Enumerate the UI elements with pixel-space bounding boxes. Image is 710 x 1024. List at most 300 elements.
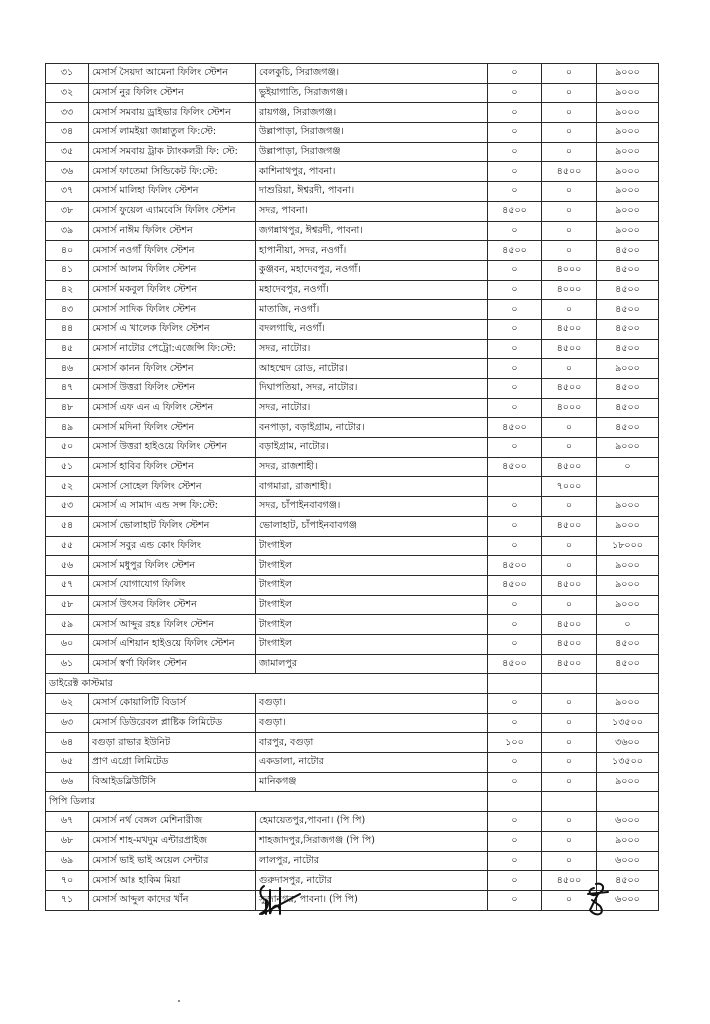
value-cell-3: ৯০০০ [597,595,659,615]
value-cell-1: ০ [488,831,542,851]
value-cell-1: ০ [488,516,542,536]
value-cell-3: ৬০০০ [597,812,659,832]
value-cell-1: ০ [488,595,542,615]
value-cell-2: ৪৫০০ [542,339,597,359]
value-cell-3: ১৮০০০ [597,536,659,556]
value-cell-2: ০ [542,890,597,910]
value-cell-3: ৪৫০০ [597,280,659,300]
value-cell-1: ০ [488,359,542,379]
address-cell: বারপুর, বগুড়া [256,733,488,753]
address-cell: সুজানগর, পাবনা। (পি পি) [256,890,488,910]
table-body [46,64,659,911]
serial-cell: ৪২ [46,280,89,300]
serial-cell: ৪৪ [46,319,89,339]
value-cell-2: ০ [542,694,597,714]
table-row [46,772,659,792]
address-cell: সদর, চাঁপাইনবাবগঞ্জ। [256,497,488,517]
address-cell: বদলগাছি, নওগাঁ। [256,319,488,339]
value-cell-2: ৪০০০ [542,260,597,280]
table-row [46,477,659,497]
address-cell: মাতাজি, নওগাঁ। [256,300,488,320]
value-cell-1: ০ [488,871,542,891]
serial-cell: ৩৩ [46,103,89,123]
serial-cell: ৬৩ [46,713,89,733]
value-cell-3: ৪৫০০ [597,871,659,891]
address-cell: জগন্নাথপুর, ঈশ্বরদী, পাবনা। [256,221,488,241]
value-cell-3: ৯০০০ [597,64,659,84]
name-cell: মেসার্স যোগাযোগ ফিলিং [89,575,256,595]
value-cell-2: ০ [542,64,597,84]
empty-cell [542,792,597,812]
value-cell-1: ০ [488,182,542,202]
value-cell-1: ০ [488,753,542,773]
name-cell: মেসার্স নাঈম ফিলিং স্টেশন [89,221,256,241]
empty-cell [542,674,597,694]
address-cell: কাশিনাথপুর, পাবনা। [256,162,488,182]
name-cell: মেসার্স ভোলাহাট ফিলিং স্টেশন [89,516,256,536]
value-cell-2: ৪৫০০ [542,516,597,536]
serial-cell: ৪০ [46,241,89,261]
table-row [46,536,659,556]
value-cell-1: ০ [488,497,542,517]
name-cell: মেসার্স উত্তরা ফিলিং স্টেশন [89,379,256,399]
section-label: পিপি ডিলার [46,792,488,812]
name-cell: মেসার্স ভাই ভাই অয়েল সেন্টার [89,851,256,871]
address-cell: মহাদেবপুর, নওগাঁ। [256,280,488,300]
value-cell-1: ০ [488,634,542,654]
value-cell-2: ০ [542,733,597,753]
name-cell: মেসার্স এ সামাদ এন্ড সন্স ফি:স্টে: [89,497,256,517]
address-cell: জামালপুর [256,654,488,674]
address-cell: বনপাড়া, বড়াইগ্রাম, নাটোর। [256,418,488,438]
value-cell-2: ০ [542,201,597,221]
serial-cell: ৬০ [46,634,89,654]
table-row [46,182,659,202]
serial-cell: ৪৭ [46,379,89,399]
table-row [46,379,659,399]
serial-cell: ৫৪ [46,516,89,536]
table-row [46,162,659,182]
table-row [46,319,659,339]
value-cell-2: ০ [542,438,597,458]
section-label: ডাইরেক্ট কাস্টমার [46,674,488,694]
value-cell-3: ৪৫০০ [597,300,659,320]
value-cell-3: ৩৬০০ [597,733,659,753]
value-cell-3: ৯০০০ [597,142,659,162]
name-cell: মেসার্স আব্দুর রহঃ ফিলিং স্টেশন [89,615,256,635]
value-cell-1: ০ [488,339,542,359]
value-cell-2: ০ [542,497,597,517]
name-cell: মেসার্স স্বর্ণা ফিলিং স্টেশন [89,654,256,674]
address-cell: দিঘাপতিয়া, সদর, নাটোর। [256,379,488,399]
empty-cell [597,792,659,812]
value-cell-2: ০ [542,359,597,379]
name-cell: মেসার্স আলম ফিলিং স্টেশন [89,260,256,280]
table-row [46,694,659,714]
value-cell-2: ০ [542,753,597,773]
name-cell: মেসার্স মালিহা ফিলিং স্টেশন [89,182,256,202]
value-cell-2: ৪৫০০ [542,615,597,635]
value-cell-3: ৯০০০ [597,123,659,143]
address-cell: বাগমারা, রাজশাহী। [256,477,488,497]
value-cell-1: ০ [488,812,542,832]
name-cell: মেসার্স আব্দুল কাদের খাঁন [89,890,256,910]
serial-cell: ৪৮ [46,398,89,418]
serial-cell: ৫৯ [46,615,89,635]
table-row [46,280,659,300]
serial-cell: ৭১ [46,890,89,910]
name-cell: মেসার্স সৈয়দা আমেনা ফিলিং স্টেশন [89,64,256,84]
value-cell-1: ৪৫০০ [488,201,542,221]
serial-cell: ৪৫ [46,339,89,359]
table-row [46,871,659,891]
serial-cell: ৩২ [46,83,89,103]
table-row [46,595,659,615]
name-cell: মেসার্স নর্থ বেঙ্গল মেশিনারীজ [89,812,256,832]
value-cell-1: ৪৫০০ [488,556,542,576]
name-cell: মেসার্স এশিয়ান হাইওয়ে ফিলিং স্টেশন [89,634,256,654]
value-cell-2: ০ [542,556,597,576]
value-cell-2: ০ [542,812,597,832]
value-cell-3: ১৩৫০০ [597,753,659,773]
table-row [46,516,659,536]
value-cell-3: ৯০০০ [597,103,659,123]
address-cell: ভুইয়াগাতি, সিরাজগঞ্জ। [256,83,488,103]
value-cell-1: ০ [488,694,542,714]
value-cell-1: ০ [488,123,542,143]
serial-cell: ৬১ [46,654,89,674]
value-cell-2: ৪৫০০ [542,654,597,674]
name-cell: মেসার্স শাহ-মখদুম এন্টারপ্রাইজ [89,831,256,851]
value-cell-2: ০ [542,713,597,733]
value-cell-2: ০ [542,595,597,615]
value-cell-3: ৪৫০০ [597,654,659,674]
value-cell-1: ০ [488,772,542,792]
section-row [46,792,659,812]
value-cell-3: ৯০০০ [597,516,659,536]
table-row [46,497,659,517]
table-row [46,339,659,359]
section-row [46,674,659,694]
table-row [46,457,659,477]
name-cell: প্রাণ এগ্রো লিমিটেড [89,753,256,773]
value-cell-3: ৯০০০ [597,83,659,103]
serial-cell: ৫৮ [46,595,89,615]
serial-cell: ৬৫ [46,753,89,773]
serial-cell: ৩৭ [46,182,89,202]
address-cell: দাশুরিয়া, ঈশ্বরদী, পাবনা। [256,182,488,202]
address-cell: টাংগাইল [256,536,488,556]
name-cell: বিআইডব্লিউটিসি [89,772,256,792]
name-cell: মেসার্স উৎসব ফিলিং স্টেশন [89,595,256,615]
value-cell-1 [488,477,542,497]
table-row [46,733,659,753]
table-row [46,851,659,871]
value-cell-2: ৪৫০০ [542,379,597,399]
value-cell-3: ৯০০০ [597,556,659,576]
value-cell-2: ০ [542,103,597,123]
table-row [46,221,659,241]
value-cell-2: ৪৫০০ [542,319,597,339]
serial-cell: ৫২ [46,477,89,497]
address-cell: কুঞ্জবন, মহাদেবপুর, নওগাঁ। [256,260,488,280]
name-cell: মেসার্স মধুপুর ফিলিং স্টেশন [89,556,256,576]
address-cell: টাংগাইল [256,595,488,615]
value-cell-2: ৪৫০০ [542,575,597,595]
value-cell-2: ৪৫০০ [542,457,597,477]
name-cell: মেসার্স মদিনা ফিলিং স্টেশন [89,418,256,438]
value-cell-1: ০ [488,438,542,458]
value-cell-1: ০ [488,300,542,320]
name-cell: মেসার্স উত্তরা হাইওয়ে ফিলিং স্টেশন [89,438,256,458]
name-cell: মেসার্স ফুয়েল এ্যামবেসি ফিলিং স্টেশন [89,201,256,221]
name-cell: মেসার্স লামইয়া জান্নাতুল ফি:স্টে: [89,123,256,143]
address-cell: উল্লাপাড়া, সিরাজগঞ্জ। [256,123,488,143]
value-cell-2: ০ [542,123,597,143]
value-cell-1: ০ [488,890,542,910]
table-row [46,634,659,654]
serial-cell: ৫১ [46,457,89,477]
value-cell-3: ৯০০০ [597,831,659,851]
empty-cell [597,674,659,694]
address-cell: উল্লাপাড়া, সিরাজগঞ্জ [256,142,488,162]
value-cell-1: ৪৫০০ [488,575,542,595]
address-cell: একডালা, নাটোর [256,753,488,773]
table-row [46,575,659,595]
address-cell: টাংগাইল [256,615,488,635]
name-cell: মেসার্স আঃ হাকিম মিয়া [89,871,256,891]
serial-cell: ৬৮ [46,831,89,851]
value-cell-2: ০ [542,772,597,792]
serial-cell: ৫৭ [46,575,89,595]
value-cell-1: ৪৫০০ [488,457,542,477]
value-cell-3: ৯০০০ [597,772,659,792]
name-cell: মেসার্স কোয়ালিটি বিডার্স [89,694,256,714]
value-cell-2: ৪৫০০ [542,162,597,182]
name-cell: মেসার্স হাবিব ফিলিং স্টেশন [89,457,256,477]
value-cell-2: ০ [542,300,597,320]
serial-cell: ৬৬ [46,772,89,792]
address-cell: সদর, পাবনা। [256,201,488,221]
table-row [46,831,659,851]
name-cell: মেসার্স সোহেল ফিলিং স্টেশন [89,477,256,497]
value-cell-3: ৬০০০ [597,890,659,910]
value-cell-3: ৯০০০ [597,694,659,714]
value-cell-3: ০ [597,457,659,477]
name-cell: মেসার্স মকবুল ফিলিং স্টেশন [89,280,256,300]
value-cell-1: ০ [488,142,542,162]
table-row [46,142,659,162]
address-cell: গুরুদাসপুর, নাটোর [256,871,488,891]
address-cell: টাংগাইল [256,634,488,654]
signature-right [582,880,612,920]
table-row [46,359,659,379]
table-row [46,398,659,418]
address-cell: হেমায়েতপুর,পাবনা। (পি পি) [256,812,488,832]
serial-cell: ৫৩ [46,497,89,517]
name-cell: মেসার্স সবুর এন্ড কোং ফিলিং [89,536,256,556]
value-cell-2: ০ [542,831,597,851]
empty-cell [488,792,542,812]
value-cell-2: ০ [542,418,597,438]
serial-cell: ৫০ [46,438,89,458]
value-cell-3: ৯০০০ [597,182,659,202]
value-cell-1: ১০০ [488,733,542,753]
name-cell: মেসার্স ডিউরেবল প্লাষ্টিক লিমিটেড [89,713,256,733]
table-row [46,64,659,84]
value-cell-2: ০ [542,182,597,202]
value-cell-1: ০ [488,379,542,399]
value-cell-1: ০ [488,319,542,339]
value-cell-1: ০ [488,83,542,103]
value-cell-3: ৬০০০ [597,851,659,871]
value-cell-3: ৯০০০ [597,575,659,595]
serial-cell: ৩৬ [46,162,89,182]
name-cell: মেসার্স ফাতেমা সিন্ডিকেট ফি:স্টে: [89,162,256,182]
name-cell: মেসার্স সমবায় ড্রাইভার ফিলিং স্টেশন [89,103,256,123]
value-cell-1: ০ [488,536,542,556]
value-cell-1: ০ [488,615,542,635]
name-cell: মেসার্স এ খালেক ফিলিং স্টেশন [89,319,256,339]
serial-cell: ৩৫ [46,142,89,162]
serial-cell: ৬৯ [46,851,89,871]
table-row [46,241,659,261]
serial-cell: ৪১ [46,260,89,280]
value-cell-2: ০ [542,142,597,162]
value-cell-2: ০ [542,851,597,871]
value-cell-2: ৭০০০ [542,477,597,497]
table-row [46,713,659,733]
address-cell: সদর, নাটোর। [256,339,488,359]
value-cell-2: ০ [542,241,597,261]
table-row [46,260,659,280]
table-row [46,418,659,438]
table-row [46,654,659,674]
scan-speck [178,1000,180,1002]
table-row [46,201,659,221]
value-cell-2: ০ [542,536,597,556]
address-cell: আহম্মেদ রোড, নাটোর। [256,359,488,379]
value-cell-3: ৯০০০ [597,221,659,241]
empty-cell [488,674,542,694]
name-cell: বগুড়া রাভার ইউনিট [89,733,256,753]
serial-cell: ৭০ [46,871,89,891]
serial-cell: ৪৬ [46,359,89,379]
value-cell-3: ৯০০০ [597,162,659,182]
serial-cell: ৬৭ [46,812,89,832]
table-row [46,812,659,832]
table-row [46,83,659,103]
name-cell: মেসার্স নওগাঁ ফিলিং স্টেশন [89,241,256,261]
value-cell-1: ০ [488,851,542,871]
table-row [46,300,659,320]
address-cell: বগুড়া। [256,713,488,733]
value-cell-3: ৪৫০০ [597,634,659,654]
serial-cell: ৪৩ [46,300,89,320]
value-cell-1: ৪৫০০ [488,241,542,261]
address-cell: লালপুর, নাটোর [256,851,488,871]
table-row [46,103,659,123]
value-cell-2: ০ [542,83,597,103]
value-cell-1: ০ [488,398,542,418]
value-cell-3: ৪৫০০ [597,319,659,339]
value-cell-2: ৪০০০ [542,398,597,418]
allocation-table [45,63,659,911]
value-cell-3: ৪৫০০ [597,260,659,280]
value-cell-3: ৯০০০ [597,201,659,221]
address-cell: সদর, নাটোর। [256,398,488,418]
serial-cell: ৩৯ [46,221,89,241]
value-cell-3: ৪৫০০ [597,241,659,261]
value-cell-3: ৪৫০০ [597,379,659,399]
value-cell-3 [597,477,659,497]
value-cell-1: ০ [488,713,542,733]
value-cell-3: ৯০০০ [597,497,659,517]
value-cell-3: ৪৫০০ [597,398,659,418]
serial-cell: ৫৫ [46,536,89,556]
serial-cell: ৬৪ [46,733,89,753]
value-cell-3: ৪৫০০ [597,339,659,359]
table-row [46,123,659,143]
address-cell: হাপানীয়া, সদর, নওগাঁ। [256,241,488,261]
value-cell-3: ৯০০০ [597,359,659,379]
signature-left [252,880,302,920]
address-cell: টাংগাইল [256,556,488,576]
serial-cell: ৩১ [46,64,89,84]
value-cell-3: ৯০০০ [597,438,659,458]
address-cell: বেলকুচি, সিরাজগঞ্জ। [256,64,488,84]
value-cell-1: ০ [488,280,542,300]
name-cell: মেসার্স কানন ফিলিং স্টেশন [89,359,256,379]
name-cell: মেসার্স এফ এন এ ফিলিং স্টেশন [89,398,256,418]
table-row [46,753,659,773]
name-cell: মেসার্স নাটোর পেট্রো:এজেন্সি ফি:স্টে: [89,339,256,359]
serial-cell: ৬২ [46,694,89,714]
value-cell-1: ৪৫০০ [488,418,542,438]
address-cell: রায়গঞ্জ, সিরাজগঞ্জ। [256,103,488,123]
address-cell: শাহজাদপুর,সিরাজগঞ্জ (পি পি) [256,831,488,851]
value-cell-1: ০ [488,162,542,182]
value-cell-3: ০ [597,615,659,635]
serial-cell: ৪৯ [46,418,89,438]
value-cell-3: ৪৫০০ [597,418,659,438]
value-cell-1: ০ [488,64,542,84]
name-cell: মেসার্স নুর ফিলিং স্টেশন [89,83,256,103]
address-cell: বড়াইগ্রাম, নাটোর। [256,438,488,458]
table-row [46,438,659,458]
address-cell: ভোলাহাট, চাঁপাইনবাবগঞ্জ [256,516,488,536]
value-cell-3: ১৩৫০০ [597,713,659,733]
address-cell: বগুড়া। [256,694,488,714]
table-row [46,890,659,910]
value-cell-1: ০ [488,260,542,280]
table-row [46,556,659,576]
serial-cell: ৩৪ [46,123,89,143]
address-cell: সদর, রাজশাহী। [256,457,488,477]
address-cell: মানিকগঞ্জ [256,772,488,792]
value-cell-2: ৪৫০০ [542,634,597,654]
serial-cell: ৫৬ [46,556,89,576]
value-cell-1: ০ [488,221,542,241]
value-cell-1: ৪৫০০ [488,654,542,674]
value-cell-1: ০ [488,103,542,123]
name-cell: মেসার্স সমবায় ট্রাক ট্যাংকলরী ফি: স্টে: [89,142,256,162]
serial-cell: ৩৮ [46,201,89,221]
value-cell-2: ৪৫০০ [542,871,597,891]
value-cell-2: ৪০০০ [542,280,597,300]
table-row [46,615,659,635]
address-cell: টাংগাইল [256,575,488,595]
